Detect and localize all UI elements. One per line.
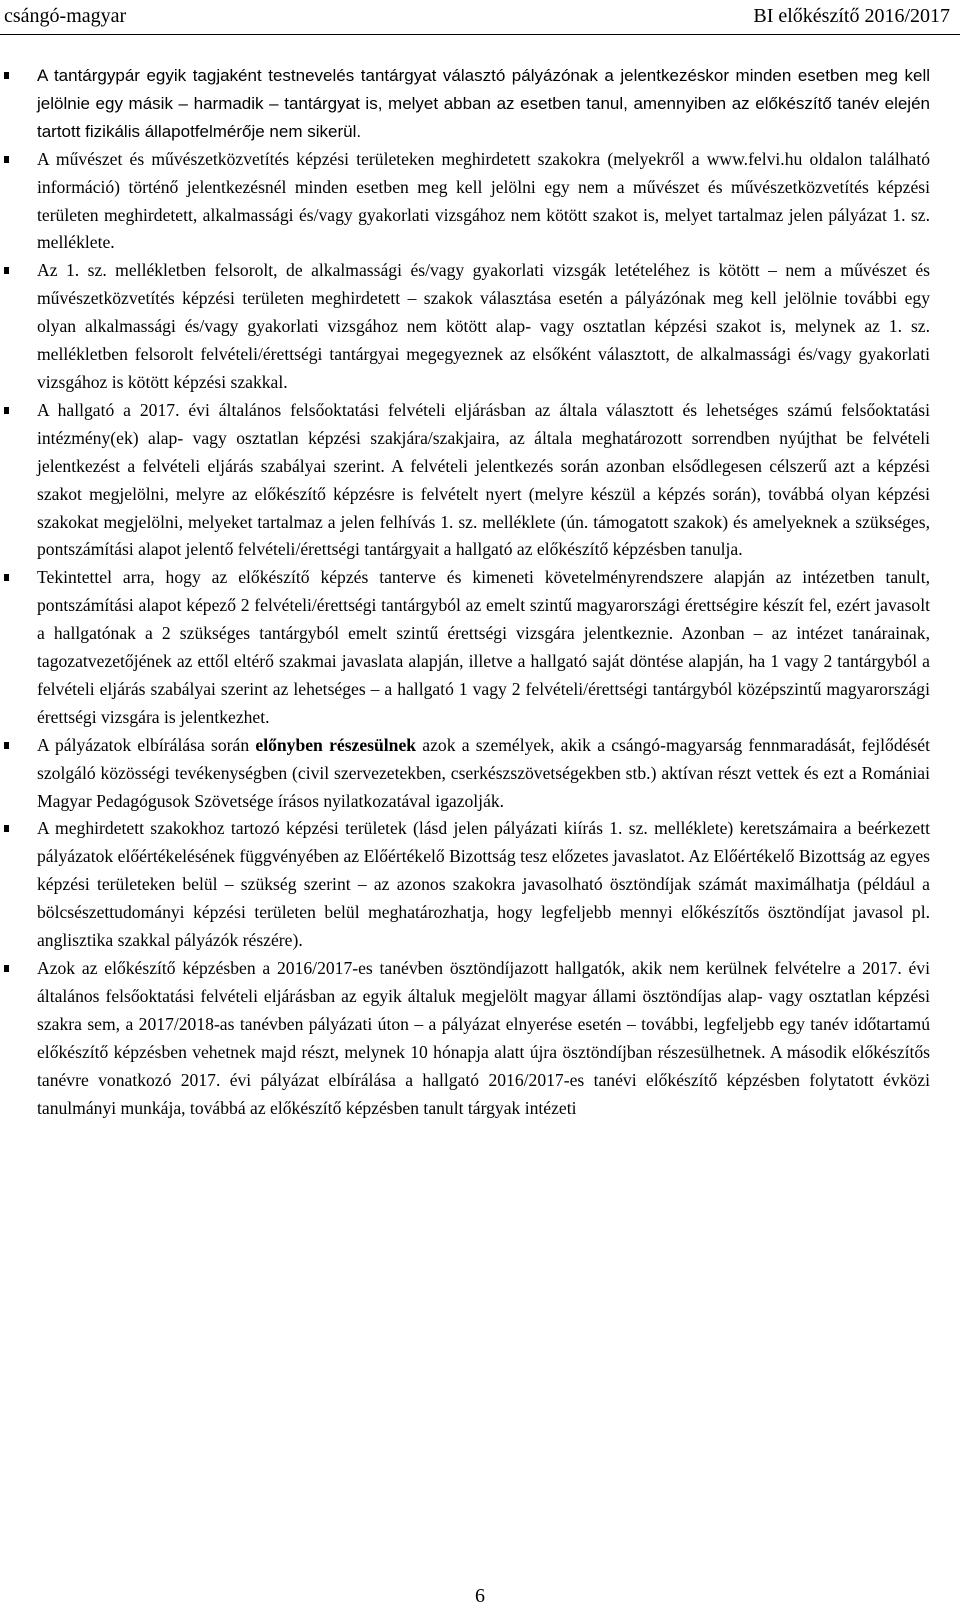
square-bullet-icon <box>4 825 9 832</box>
paragraph-text: A hallgató a 2017. évi általános felsőoktatási felvételi eljárásban az általa választott és lehetséges számú felsőoktatási intézmény(ek) alap- vagy osztatlan képzési szakjára/szakjaira, az általa meghatározott sorrendben nyújthat be felvételi jelentkezést a felvételi eljárás szabályai szerint. A felvételi jelentkezés során azonban elsődlegesen célszerű azt a képzési szakot megjelölni, melyre az előkészítő képzésre is felvételt nyert (melyre készül a képzés során), továbbá olyan képzési szakokat megjelölni, melyeket tartalmaz a jelen felhívás 1. sz. melléklete (ún. támogatott szakok) és amelyeknek a szükséges, pontszámítási alapot jelentő felvételi/érettségi tantárgyait a hallgató az előkészítő képzésben tanulja. <box>37 399 930 560</box>
list-item <box>0 564 960 731</box>
document-body <box>0 62 960 1122</box>
square-bullet-icon <box>4 156 9 163</box>
square-bullet-icon <box>4 965 9 972</box>
square-bullet-icon <box>4 267 9 274</box>
paragraph-text-end: azok a személyek, akik a csángó-magyarság fennmaradását, fejlődését szolgáló közösségi tevékenységben (civil szervezetekben, cserkészszövetségekben stb.) aktívan részt vettek és ezt a Romániai Magyar Pedagógusok Szövetsége írásos nyilatkozatával igazolják. <box>37 734 930 811</box>
list-item <box>0 397 960 564</box>
paragraph-text: A művészet és művészetközvetítés képzési területeken meghirdetett szakokra (melyekről a www.felvi.hu oldalon található információ) történő jelentkezésnél minden esetben meg kell jelölni egy nem a művészet és művészetközvetítés képzési területen meghirdetett, alkalmassági és/vagy gyakorlati vizsgához nem kötött szakot is, melyet tartalmaz jelen pályázat 1. sz. melléklete. <box>37 148 930 253</box>
list-item <box>0 62 960 146</box>
bullet-list <box>0 62 960 1122</box>
header-right-title: BI előkészítő 2016/2017 <box>753 5 950 27</box>
paragraph-text: A tantárgypár egyik tagjaként testnevelés tantárgyat választó pályázónak a jelentkezéskor minden esetben meg kell jelölnie egy másik – harmadik – tantárgyat is, melyet abban az esetben tanul, amennyiben az előkészítő tanév elején tartott fizikális állapotfelmérője nem sikerül. <box>37 66 930 141</box>
paragraph-text: Az 1. sz. mellékletben felsorolt, de alkalmassági és/vagy gyakorlati vizsgák letételéhez is kötött – nem a művészet és művészetközvetítés képzési területen meghirdetett – szakok választása esetén a pályázónak meg kell jelölnie további egy olyan alkalmassági és/vagy gyakorlati vizsgához nem kötött alap- vagy osztatlan képzési szakot is, melynek az 1. sz. mellékletben felsorolt felvételi/érettségi tantárgyai megegyeznek az elsőként választott, de alkalmassági és/vagy gyakorlati vizsgához is kötött képzési szakkal. <box>37 260 930 392</box>
paragraph-text-start: A pályázatok elbírálása során <box>37 734 256 755</box>
running-header <box>0 0 960 35</box>
paragraph-text: Tekintettel arra, hogy az előkészítő képzés tanterve és kimeneti követelményrendszere alapján az intézetben tanult, pontszámítási alapot képező 2 felvételi/érettségi tantárgyból az emelt szintű magyarországi érettségire készít fel, ezért javasolt a hallgatónak a 2 szükséges tantárgyból emelt szintű érettségi vizsgára jelentkeznie. Azonban – az intézet tanárainak, tagozatvezetőjének az ettől eltérő szakmai javaslata alapján, illetve a hallgató saját döntése alapján, ha 1 vagy 2 tantárgyból a felvételi eljárás szabályai szerint az lehetséges – a hallgató 1 vagy 2 felvételi/érettségi tantárgyból középszintű magyarországi érettségi vizsgára is jelentkezhet. <box>37 567 930 727</box>
paragraph-text: A meghirdetett szakokhoz tartozó képzési területek (lásd jelen pályázati kiírás 1. sz. melléklete) keretszámaira a beérkezett pályázatok előértékelésének függvényében az Előértékelő Bizottság tesz előzetes javaslatot. Az Előértékelő Bizottság az egyes képzési területeken belül – szükség szerint – az azonos szakokra javasolható ösztöndíjak számát maximálhatja (például a bölcsészettudományi képzési területen belül meghatározhatja, hogy legfeljebb mennyi előkészítős ösztöndíjat javasol pl. anglisztika szakkal pályázók részére). <box>37 818 930 951</box>
list-item <box>0 257 960 397</box>
emphasis-text: előnyben részesülnek <box>255 734 417 755</box>
page-number: 6 <box>475 1585 485 1607</box>
list-item <box>0 955 960 1122</box>
list-item <box>0 732 960 816</box>
list-item <box>0 146 960 258</box>
list-item <box>0 815 960 955</box>
paragraph-text: Azok az előkészítő képzésben a 2016/2017-es tanévben ösztöndíjazott hallgatók, akik nem kerülnek felvételre a 2017. évi általános felsőoktatási felvételi eljárásban az egyik általuk megjelölt magyar állami ösztöndíjas alap- vagy osztatlan képzési szakra sem, a 2017/2018-as tanévben pályázati úton – a pályázat elnyerése esetén – további, legfeljebb egy tanév időtartamú előkészítő képzésben vehetnek majd részt, melynek 10 hónapja alatt újra ösztöndíjban részesülhetnek. A második előkészítős tanévre vonatkozó 2017. évi pályázat elbírálása a hallgató 2016/2017-es tanévi előkészítő képzésben folytatott évközi tanulmányi munkája, továbbá az előkészítő képzésben tanult tárgyak intézeti <box>37 958 930 1118</box>
square-bullet-icon <box>4 574 9 581</box>
square-bullet-icon <box>4 742 9 749</box>
header-left-title: csángó-magyar <box>4 5 127 27</box>
square-bullet-icon <box>4 407 9 414</box>
square-bullet-icon <box>4 72 9 79</box>
